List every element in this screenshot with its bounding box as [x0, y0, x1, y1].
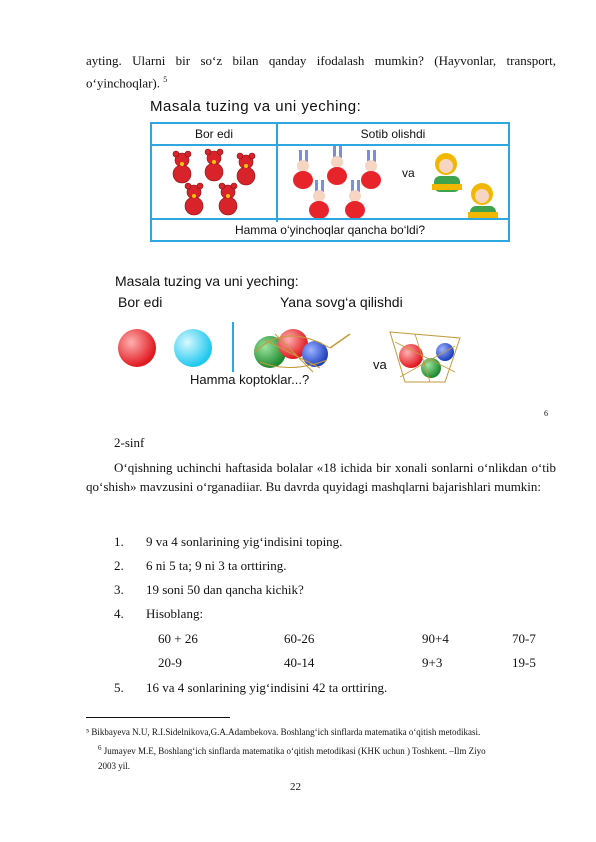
footnote-5: ⁵ Bikbayeva N.U, R.I.Sidelnikova,G.A.Adambekova. Boshlang‘ich sinflarda matematika o‘qitish metodikasi. — [86, 727, 481, 737]
calc-0-0: 60 + 26 — [158, 631, 198, 646]
figure1-va: va — [402, 166, 415, 180]
figure1-left-header: Bor edi — [152, 124, 276, 146]
figure2-left-label: Bor edi — [118, 294, 163, 310]
footnote-6-continued: 2003 yil. — [98, 761, 131, 771]
figure1-table — [150, 122, 510, 242]
figure1-divider — [276, 124, 278, 222]
figure2 — [115, 270, 475, 395]
bunnies-illustration — [287, 146, 397, 222]
task-1: 1. 9 va 4 sonlarining yig‘indisini toping. — [114, 534, 343, 549]
intro-paragraph — [86, 51, 556, 92]
figure1-question: Hamma o‘yinchoqlar qancha bo‘ldi? — [152, 218, 508, 240]
figure1-right-header: Sotib olishdi — [278, 124, 508, 146]
calc-0-1: 60-26 — [284, 631, 315, 646]
calc-1-2: 9+3 — [422, 655, 443, 670]
intro-text: ayting. Ularni bir so‘z bilan qanday ifodalash mumkin? (Hayvonlar, transport, o‘yinchoqlar). — [86, 53, 556, 91]
figure2-right-label: Yana sovg‘a qilishdi — [280, 294, 403, 310]
calc-0-2: 90+4 — [422, 631, 449, 646]
calc-1-0: 20-9 — [158, 655, 182, 670]
footnote-separator — [86, 717, 230, 718]
figure2-va: va — [373, 357, 387, 372]
main-paragraph: O‘qishning uchinchi haftasida bolalar «18 ichida bir xonali sonlarni o‘nlikdan o‘tib qo‘shish» mavzusini o‘rganadiiar. Bu davrda quyidagi mashqlarni bajarishlari mumkin: — [86, 460, 556, 494]
figure1-title: Masala tuzing va uni yeching: — [150, 98, 362, 115]
figure-footnote-ref-6: 6 — [544, 409, 548, 418]
teddy-bears-illustration — [162, 148, 272, 220]
page-number: 22 — [290, 781, 301, 793]
task-5: 5. 16 va 4 sonlarining yig‘indisini 42 ta orttiring. — [114, 680, 388, 695]
footnote-ref-5: 5 — [163, 75, 168, 84]
task-4: 4. Hisoblang: — [114, 606, 204, 621]
grade-heading: 2-sinf — [114, 435, 145, 450]
figure2-title: Masala tuzing va uni yeching: — [115, 273, 299, 289]
task-2: 2. 6 ni 5 ta; 9 ni 3 ta orttiring. — [114, 558, 287, 573]
footnote-6: $^6$ Jumayev M.E, Boshlang‘ich sinflarda matematika o‘qitish metodikasi (KHK uchun ) Toshkent. –Ilm Ziyo — [98, 744, 486, 756]
calc-1-1: 40-14 — [284, 655, 315, 670]
calc-1-3: 19-5 — [512, 655, 536, 670]
calc-0-3: 70-7 — [512, 631, 536, 646]
figure2-question: Hamma koptoklar...? — [190, 372, 310, 387]
task-3: 3. 19 soni 50 dan qancha kichik? — [114, 582, 304, 597]
dolls-illustration — [424, 150, 508, 220]
